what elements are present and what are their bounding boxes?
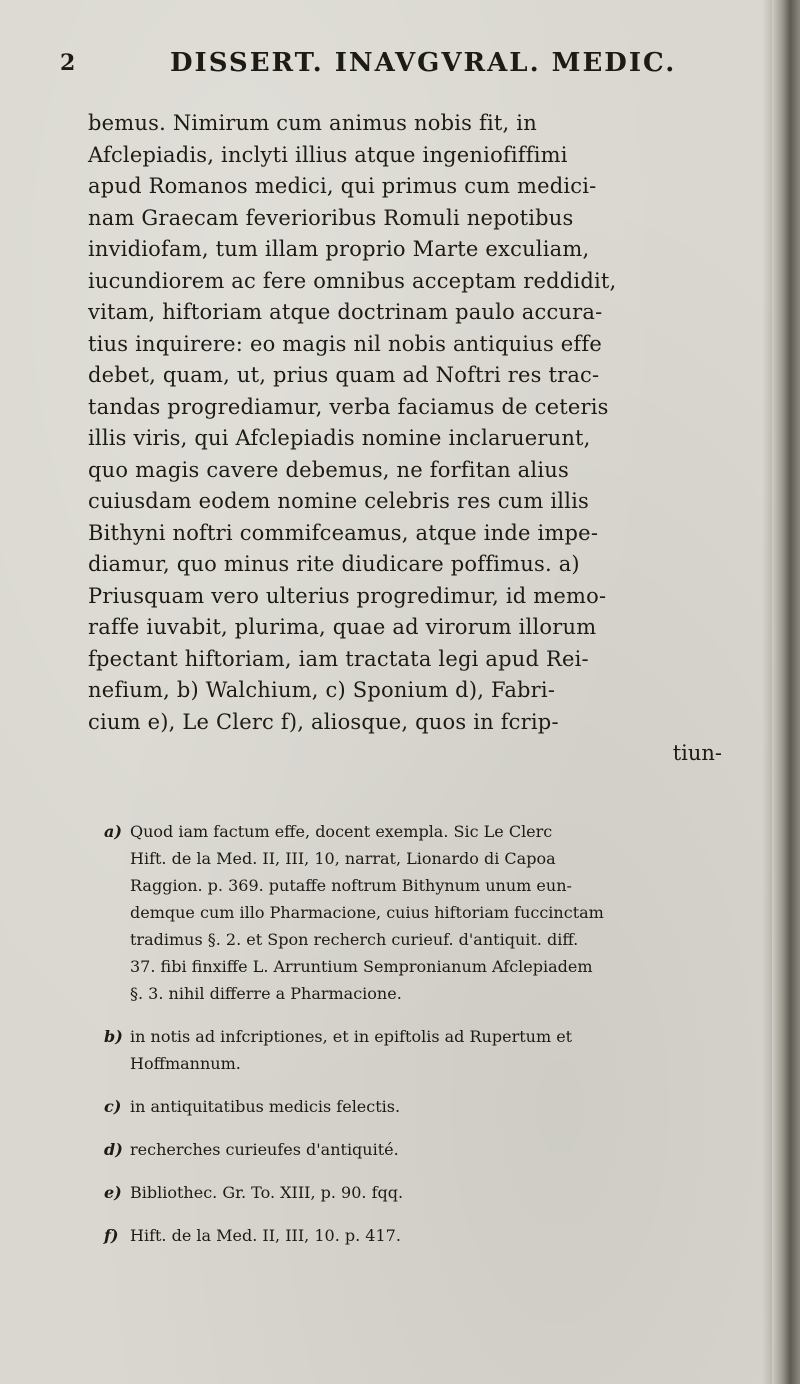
footnote-text: recherches curieufes d'antiquité. <box>130 1140 399 1159</box>
footnote-text: in notis ad infcriptiones, et in epiftolis ad Rupertum et <box>130 1027 573 1046</box>
text-line: nam Graecam feverioribus Romuli nepotibus <box>88 205 574 230</box>
running-head: DISSERT. INAVGVRAL. MEDIC. <box>170 48 677 78</box>
footnote-text: Bibliothec. Gr. To. XIII, p. 90. fqq. <box>130 1183 404 1202</box>
footnote-text: tradimus §. 2. et Spon recherch curieuf. d'antiquit. diff. <box>130 930 579 949</box>
footnote-text: §. 3. nihil differre a Pharmacione. <box>130 984 402 1003</box>
footnote-text: demque cum illo Pharmacione, cuius hiftoriam fuccinctam <box>130 903 604 922</box>
text-line: nefium, b) Walchium, c) Sponium d), Fabri- <box>88 678 556 702</box>
footnote-text: Hift. de la Med. II, III, 10, narrat, Lionardo di Capoa <box>130 849 556 868</box>
text-line: raffe iuvabit, plurima, quae ad virorum illorum <box>88 615 597 639</box>
footnote-mark: a) <box>104 822 122 841</box>
page-gutter-shadow <box>762 0 772 1384</box>
text-line: invidiofam, tum illam proprio Marte exculiam, <box>88 237 590 261</box>
text-line: illis viris, qui Afclepiadis nomine inclaruerunt, <box>88 426 591 450</box>
footnote-b <box>104 1023 734 1077</box>
footnote-mark: d) <box>104 1140 123 1159</box>
catchword: tiun- <box>672 741 722 765</box>
footnote-text: Hift. de la Med. II, III, 10. p. 417. <box>130 1226 401 1245</box>
book-spine-edge <box>772 0 800 1384</box>
text-line: apud Romanos medici, qui primus cum medici- <box>88 174 597 198</box>
text-line: vitam, hiftoriam atque doctrinam paulo accura- <box>88 300 603 324</box>
text-line: quo magis cavere debemus, ne forfitan alius <box>88 457 569 482</box>
footnotes <box>104 818 734 1249</box>
footnote-text: 37. fibi finxiffe L. Arruntium Sempronianum Afclepiadem <box>130 957 593 976</box>
text-line: iucundiorem ac fere omnibus acceptam reddidit, <box>88 268 617 293</box>
text-line: diamur, quo minus rite diudicare poffimus. a) <box>88 552 580 576</box>
footnote-text: Raggion. p. 369. putaffe noftrum Bithynum unum eun- <box>130 876 572 895</box>
text-line: tandas progrediamur, verba faciamus de ceteris <box>88 394 609 419</box>
footnote-c <box>104 1093 734 1120</box>
text-line: cium e), Le Clerc f), aliosque, quos in fcrip- <box>88 709 559 734</box>
text-line: tius inquirere: eo magis nil nobis antiquius effe <box>88 331 603 356</box>
footnote-text: Hoffmannum. <box>130 1054 241 1073</box>
footnote-mark: c) <box>104 1097 122 1116</box>
text-line: Afclepiadis, inclyti illius atque ingeniofiffimi <box>88 142 568 167</box>
footnote-f <box>104 1222 734 1249</box>
footnote-mark: f) <box>104 1226 119 1245</box>
page-header <box>60 44 720 84</box>
main-text <box>88 108 728 770</box>
text-line: bemus. Nimirum cum animus nobis fit, in <box>88 111 537 135</box>
footnote-mark: b) <box>104 1027 123 1046</box>
footnote-d <box>104 1136 734 1163</box>
footnote-text: in antiquitatibus medicis felectis. <box>130 1097 401 1116</box>
text-line: cuiusdam eodem nomine celebris res cum illis <box>88 489 590 513</box>
footnote-a <box>104 818 734 1007</box>
text-line: Priusquam vero ulterius progredimur, id memo- <box>88 583 607 608</box>
text-line: fpectant hiftoriam, iam tractata legi apud Rei- <box>88 646 589 671</box>
footnote-mark: e) <box>104 1183 122 1202</box>
footnote-text: Quod iam factum effe, docent exempla. Sic Le Clerc <box>130 822 553 841</box>
page-number: 2 <box>60 50 77 76</box>
text-line: Bithyni noftri commifceamus, atque inde impe- <box>88 520 599 545</box>
text-line: debet, quam, ut, prius quam ad Noftri res trac- <box>88 363 600 387</box>
footnote-e <box>104 1179 734 1206</box>
